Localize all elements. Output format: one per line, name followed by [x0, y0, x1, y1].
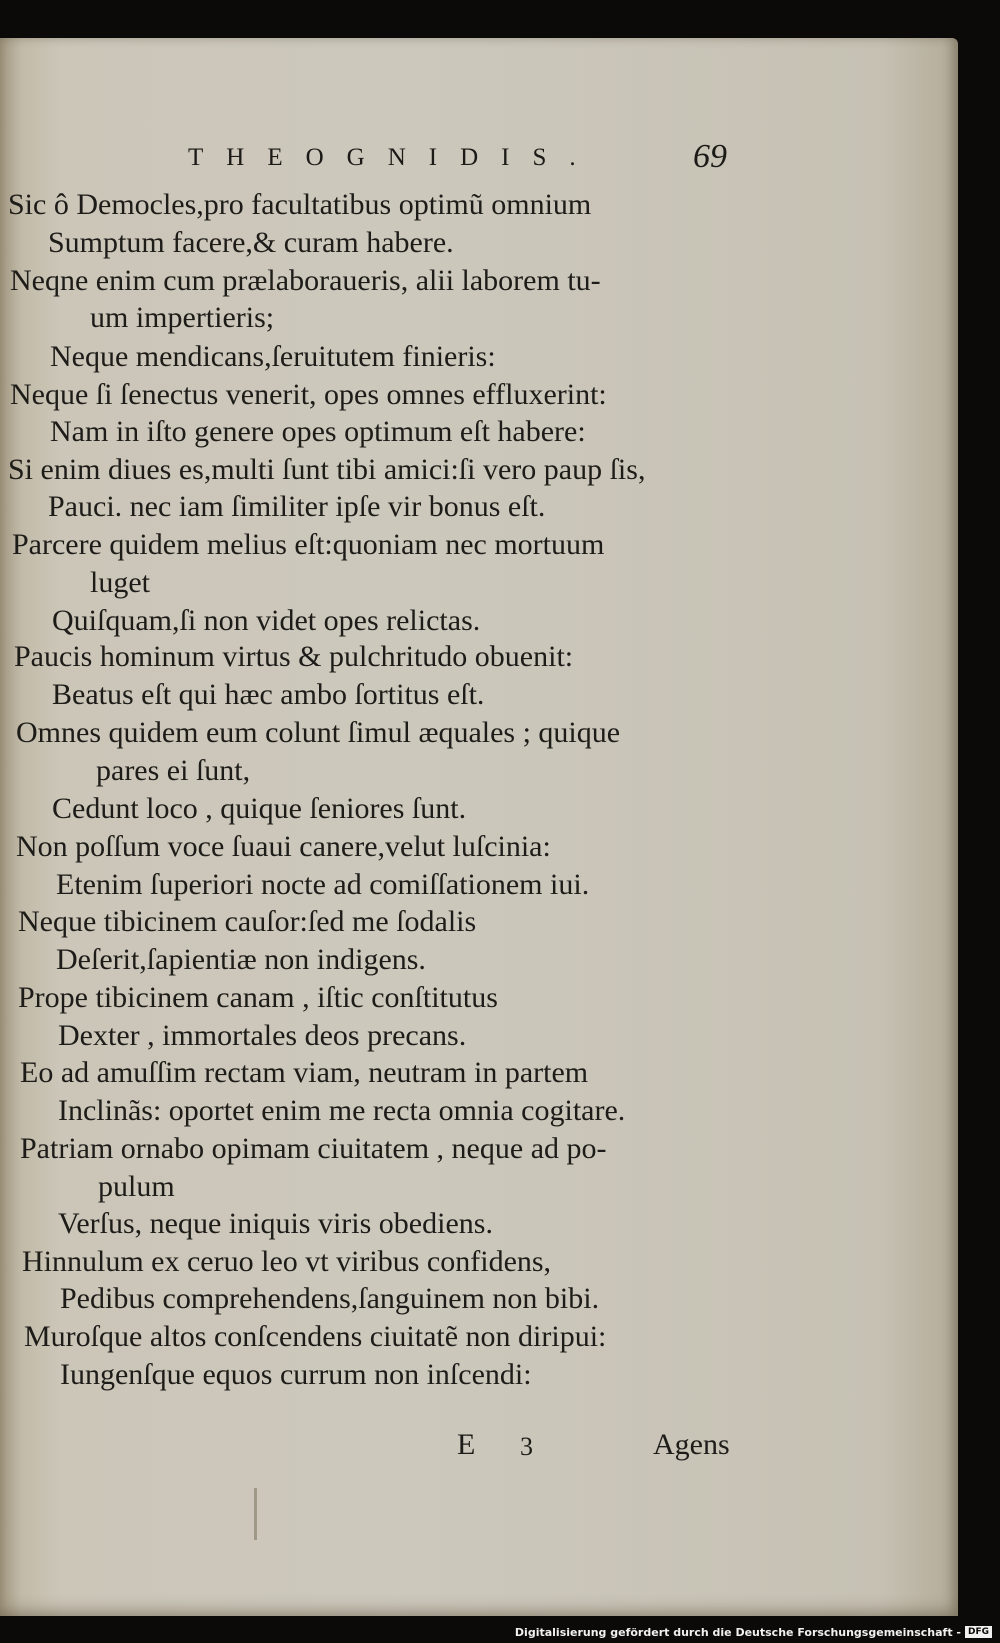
text-line: Hinnulum ex ceruo leo vt viribus confidens, — [22, 1245, 552, 1278]
dfg-logo: DFG — [965, 1626, 992, 1638]
text-line: Parcere quidem melius eſt:quoniam nec mortuum — [12, 528, 605, 561]
text-line: Dexter , immortales deos precans. — [58, 1019, 467, 1052]
text-line: pares ei ſunt, — [96, 754, 251, 787]
digitization-credit — [515, 1625, 992, 1639]
page-header — [0, 138, 958, 184]
text-line: Verſus, neque iniquis viris obediens. — [58, 1207, 493, 1240]
signature-number: 3 — [520, 1432, 533, 1461]
page-footer — [0, 1428, 958, 1478]
text-line: Sic ô Democles,pro facultatibus optimũ omnium — [8, 188, 592, 221]
text-line: Etenim ſuperiori nocte ad comiſſationem iui. — [56, 868, 590, 901]
text-line: Muroſque altos conſcendens ciuitatẽ non diripui: — [24, 1320, 607, 1353]
text-line: Omnes quidem eum colunt ſimul æquales ; quique — [16, 716, 621, 749]
text-line: luget — [90, 566, 150, 599]
text-line: Patriam ornabo opimam ciuitatem , neque ad po- — [20, 1132, 607, 1165]
text-line: Eo ad amuſſim rectam viam, neutram in partem — [20, 1056, 589, 1089]
catchword: Agens — [653, 1428, 730, 1461]
text-line: Pauci. nec iam ſimiliter ipſe vir bonus eſt. — [48, 490, 546, 523]
text-line: Inclinãs: oportet enim me recta omnia cogitare. — [58, 1094, 626, 1127]
ink-mark — [254, 1488, 257, 1540]
page-number: 69 — [693, 138, 727, 175]
running-title: THEOGNIDIS. — [188, 144, 599, 171]
text-line: Prope tibicinem canam , iſtic conſtitutus — [18, 981, 498, 1014]
text-line: Cedunt loco , quique ſeniores ſunt. — [52, 792, 467, 825]
text-line: Pedibus comprehendens,ſanguinem non bibi. — [60, 1282, 600, 1315]
text-line: Si enim diues es,multi ſunt tibi amici:ſi vero paup ſis, — [8, 453, 646, 486]
text-line: Iungenſque equos currum non inſcendi: — [60, 1358, 532, 1391]
text-line: Sumptum facere,& curam habere. — [48, 226, 454, 259]
text-line: Neque tibicinem cauſor:ſed me ſodalis — [18, 905, 477, 938]
book-page — [0, 38, 958, 1616]
text-line: Non poſſum voce ſuaui canere,velut luſcinia: — [16, 830, 551, 863]
text-line: Beatus eſt qui hæc ambo ſortitus eſt. — [52, 678, 485, 711]
credit-text: Digitalisierung gefördert durch die Deutsche Forschungsgemeinschaft - — [514, 1625, 961, 1639]
text-line: Neque mendicans,ſeruitutem finieris: — [50, 340, 496, 373]
text-line: Deſerit,ſapientiæ non indigens. — [56, 943, 426, 976]
text-line: Paucis hominum virtus & pulchritudo obuenit: — [14, 640, 574, 673]
signature-mark: E — [457, 1428, 476, 1461]
text-line: Neque ſi ſenectus venerit, opes omnes effluxerint: — [10, 378, 607, 411]
text-line: Nam in iſto genere opes optimum eſt habere: — [50, 415, 586, 448]
text-line: Neqne enim cum prælaboraueris, alii laborem tu- — [10, 264, 601, 297]
text-line: pulum — [98, 1170, 175, 1203]
text-line: Quiſquam,ſi non videt opes relictas. — [52, 604, 481, 637]
text-line: um impertieris; — [90, 301, 275, 334]
